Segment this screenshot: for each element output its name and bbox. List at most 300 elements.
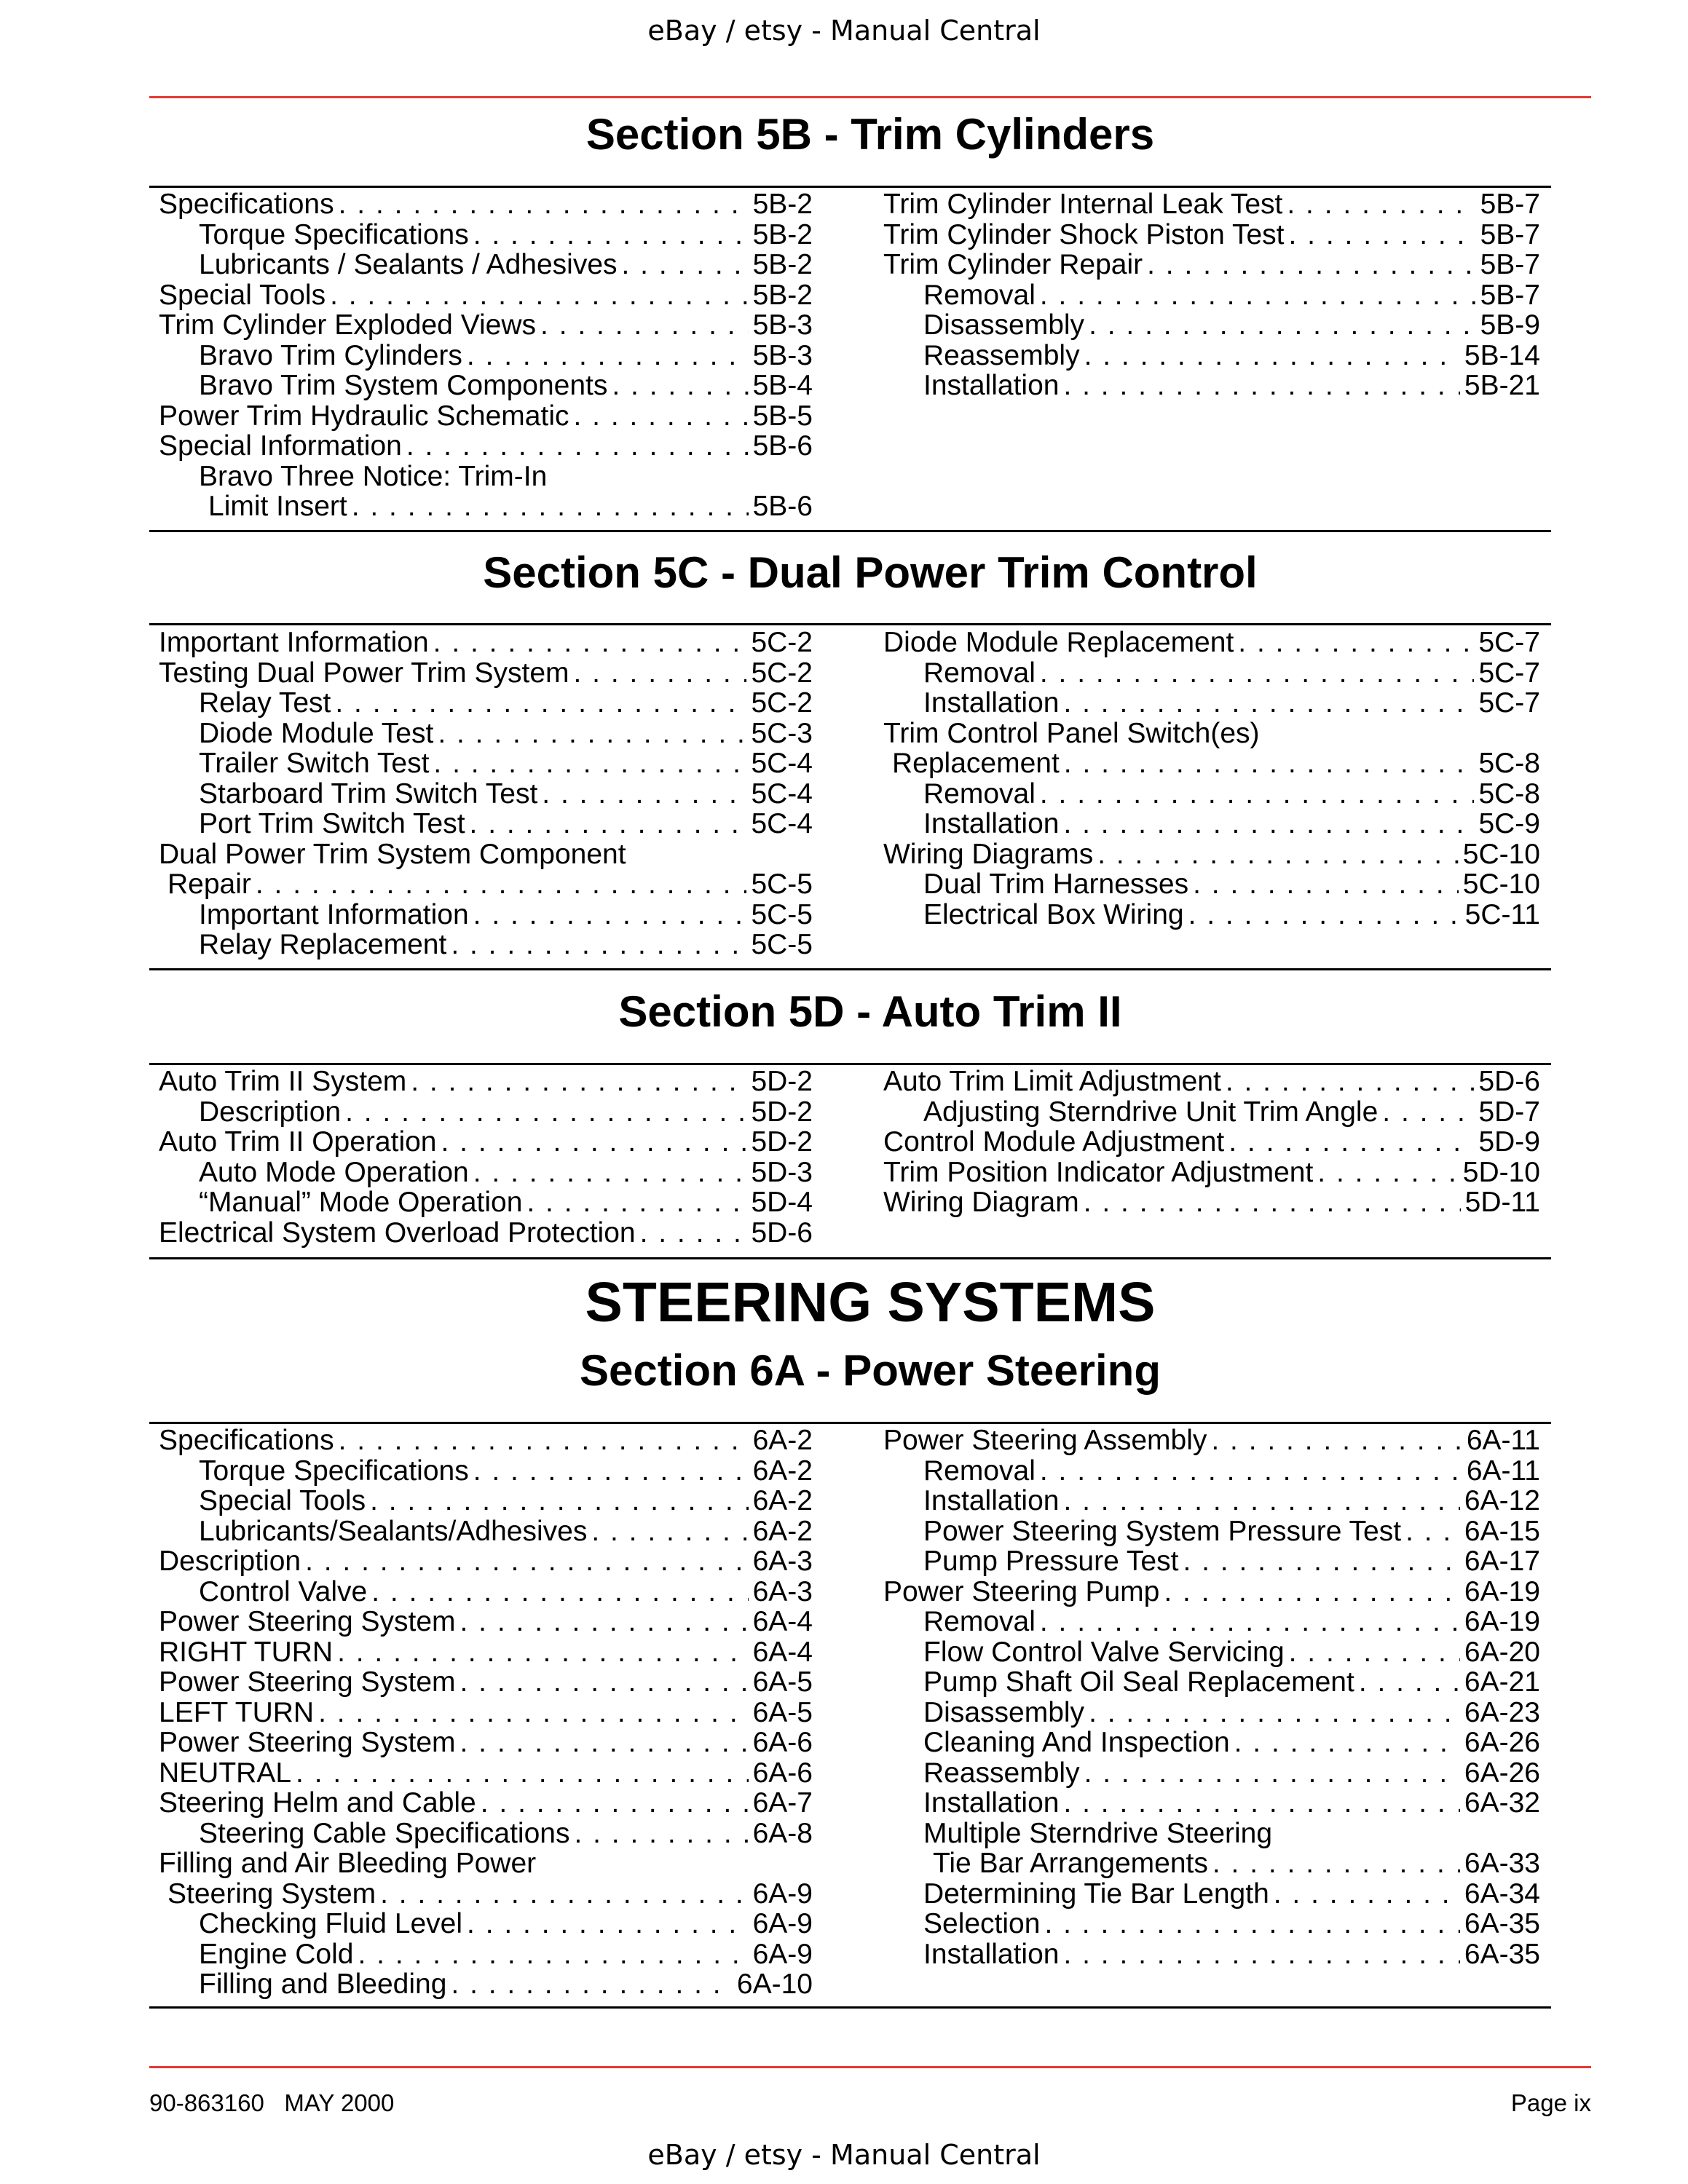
toc-entry-label: Installation	[923, 808, 1060, 839]
toc-entry	[159, 1788, 813, 1819]
section-5b-top-rule	[149, 186, 1551, 188]
toc-entry-label: Lubricants / Sealants / Adhesives	[199, 249, 618, 280]
dot-leader	[1063, 1939, 1459, 1970]
dot-leader	[370, 1486, 749, 1516]
toc-entry-label: Important Information	[159, 627, 429, 658]
toc-entry	[159, 250, 813, 280]
toc-entry	[159, 1127, 813, 1158]
dot-leader	[640, 1218, 747, 1249]
toc-entry-label: Multiple Sterndrive Steering	[923, 1817, 1273, 1849]
toc-entry-label: Special Tools	[199, 1485, 366, 1516]
dot-leader	[330, 280, 749, 311]
dot-leader	[1164, 1577, 1460, 1607]
toc-entry	[883, 779, 1540, 810]
toc-entry	[883, 1516, 1540, 1547]
dot-leader	[573, 401, 748, 432]
toc-entry	[883, 900, 1540, 930]
dot-leader	[1063, 809, 1474, 839]
toc-entry-label: Removal	[923, 279, 1036, 311]
dot-leader	[1089, 310, 1476, 341]
toc-entry-page: 5B-21	[1464, 370, 1540, 401]
dot-leader	[1193, 869, 1459, 900]
section-5d-right-column	[883, 1067, 1540, 1218]
toc-entry-label: Specifications	[159, 1425, 334, 1456]
toc-entry-label: Pump Shaft Oil Seal Replacement	[923, 1666, 1354, 1698]
dot-leader	[433, 628, 747, 658]
dot-leader	[1044, 1909, 1459, 1939]
toc-entry-label: Bravo Trim System Components	[199, 370, 608, 401]
toc-entry	[159, 839, 813, 870]
toc-entry-label: Wiring Diagram	[883, 1187, 1079, 1218]
toc-entry	[883, 310, 1540, 341]
dot-leader	[1183, 1546, 1459, 1577]
dot-leader	[256, 869, 747, 900]
toc-entry	[159, 748, 813, 779]
dot-leader	[473, 220, 749, 250]
toc-entry	[883, 1607, 1540, 1637]
toc-entry	[883, 1879, 1540, 1910]
dot-leader	[1188, 900, 1461, 930]
dot-leader	[441, 1127, 747, 1158]
toc-entry	[159, 1067, 813, 1097]
toc-entry-page: 6A-35	[1464, 1938, 1540, 1970]
toc-entry-label: Special Tools	[159, 279, 326, 311]
footer-page-label: Page ix	[1510, 2089, 1591, 2116]
toc-entry	[159, 189, 813, 220]
toc-entry	[883, 1187, 1540, 1218]
dot-leader	[1084, 1187, 1461, 1218]
toc-entry-page: 6A-17	[1464, 1546, 1540, 1577]
toc-entry-label: Installation	[923, 1787, 1060, 1819]
toc-entry-page: 6A-26	[1464, 1757, 1540, 1789]
toc-entry-page: 6A-9	[752, 1878, 813, 1910]
toc-entry-label: NEUTRAL	[159, 1757, 292, 1789]
dot-leader	[542, 779, 746, 810]
toc-entry	[159, 1187, 813, 1218]
toc-entry-label: Checking Fluid Level	[199, 1908, 463, 1939]
dot-leader	[1289, 220, 1476, 250]
toc-entry	[159, 869, 813, 900]
section-6a-title: Section 6A - Power Steering	[580, 1346, 1161, 1395]
toc-entry	[159, 1848, 813, 1879]
toc-entry-label: Steering Helm and Cable	[159, 1787, 476, 1819]
toc-entry	[159, 1728, 813, 1758]
toc-entry	[159, 1879, 813, 1910]
toc-entry-label: Adjusting Sterndrive Unit Trim Angle	[923, 1096, 1379, 1128]
toc-entry	[883, 1758, 1540, 1789]
section-5b-left-column	[159, 189, 813, 522]
dot-leader	[1382, 1097, 1474, 1128]
toc-entry-label: Power Steering System	[159, 1606, 456, 1637]
toc-entry	[883, 748, 1540, 779]
toc-entry-label: Trim Cylinder Internal Leak Test	[883, 189, 1283, 220]
dot-leader	[1287, 189, 1475, 220]
dot-leader	[574, 1819, 748, 1849]
dot-leader	[591, 1516, 748, 1547]
steering-systems-heading: STEERING SYSTEMS	[585, 1271, 1156, 1334]
toc-entry-label: Description	[199, 1096, 342, 1128]
dot-leader	[622, 250, 749, 280]
toc-entry-label: Cleaning And Inspection	[923, 1727, 1230, 1758]
toc-entry-label: Auto Mode Operation	[199, 1156, 469, 1188]
toc-entry	[159, 1425, 813, 1456]
toc-entry-label: Special Information	[159, 430, 402, 462]
toc-entry-label: Tie Bar Arrangements	[933, 1848, 1208, 1879]
toc-entry-page: 6A-12	[1464, 1485, 1540, 1516]
toc-entry-page: 5D-11	[1464, 1187, 1540, 1218]
watermark-banner-bottom: eBay / etsy - Manual Central	[647, 2139, 1041, 2171]
toc-entry	[883, 1909, 1540, 1939]
dot-leader	[470, 809, 747, 839]
toc-entry-page: 5C-5	[751, 869, 813, 900]
toc-entry-label: Dual Trim Harnesses	[923, 869, 1189, 900]
toc-entry	[159, 1158, 813, 1188]
toc-entry-page: 5C-2	[751, 627, 813, 658]
dot-leader	[540, 310, 749, 341]
watermark-banner-top: eBay / etsy - Manual Central	[647, 15, 1041, 47]
dot-leader	[438, 719, 746, 749]
toc-entry	[883, 1728, 1540, 1758]
toc-entry-page: 5C-2	[751, 687, 813, 719]
toc-entry-label: Trim Control Panel Switch(es)	[883, 717, 1260, 749]
dot-leader	[460, 1607, 749, 1637]
toc-entry-page: 5C-2	[751, 657, 813, 689]
toc-entry-page: 5B-3	[752, 339, 813, 371]
toc-entry	[159, 809, 813, 839]
dot-leader	[1226, 1067, 1475, 1097]
toc-entry-label: Reassembly	[923, 339, 1080, 371]
toc-entry-label: Description	[159, 1546, 301, 1577]
toc-entry-label: Power Steering System	[159, 1727, 456, 1758]
toc-entry-page: 6A-8	[752, 1817, 813, 1849]
toc-entry-label: Removal	[923, 778, 1036, 810]
toc-entry-label: Torque Specifications	[199, 1455, 469, 1487]
toc-entry	[159, 1218, 813, 1249]
toc-entry	[159, 658, 813, 689]
toc-entry-label: Auto Trim II System	[159, 1066, 407, 1097]
toc-entry-page: 5D-7	[1478, 1096, 1540, 1128]
toc-entry	[159, 779, 813, 810]
toc-entry	[159, 341, 813, 371]
toc-entry-page: 5C-7	[1478, 627, 1540, 658]
toc-entry-page: 5C-9	[1478, 808, 1540, 839]
toc-entry	[883, 628, 1540, 658]
toc-entry	[159, 1456, 813, 1487]
toc-entry-page: 6A-11	[1466, 1455, 1540, 1487]
toc-entry-label: Installation	[923, 1485, 1060, 1516]
dot-leader	[1405, 1516, 1460, 1547]
toc-entry-label: RIGHT TURN	[159, 1636, 334, 1668]
dot-leader	[1040, 1456, 1462, 1487]
dot-leader	[1289, 1637, 1460, 1668]
section-5c-top-rule	[149, 623, 1551, 625]
toc-entry-page: 5B-9	[1480, 309, 1540, 341]
dot-leader	[473, 1456, 749, 1487]
toc-entry-page: 6A-9	[752, 1938, 813, 1970]
toc-entry-page: 5C-8	[1478, 748, 1540, 779]
toc-entry-label: Removal	[923, 1606, 1036, 1637]
dot-leader	[1063, 1788, 1459, 1819]
section-6a-bottom-rule	[149, 2006, 1551, 2009]
toc-entry	[883, 280, 1540, 311]
toc-entry	[883, 1456, 1540, 1487]
toc-entry	[883, 1788, 1540, 1819]
toc-entry-label: Determining Tie Bar Length	[923, 1878, 1269, 1910]
dot-leader	[1063, 1486, 1459, 1516]
dot-leader	[1212, 1848, 1460, 1879]
section-5d-bottom-rule	[149, 1257, 1551, 1259]
section-5b-title: Section 5B - Trim Cylinders	[585, 110, 1155, 159]
toc-entry-label: Replacement	[892, 748, 1060, 779]
toc-entry-label: Removal	[923, 657, 1036, 689]
toc-entry-page: 5B-6	[752, 430, 813, 462]
dot-leader	[526, 1187, 746, 1218]
toc-entry-label: Disassembly	[923, 309, 1085, 341]
dot-leader	[335, 688, 746, 719]
toc-entry-page: 5C-8	[1478, 778, 1540, 810]
toc-entry-page: 6A-20	[1464, 1636, 1540, 1668]
toc-entry-label: Flow Control Valve Servicing	[923, 1636, 1285, 1668]
toc-entry-label: Bravo Trim Cylinders	[199, 339, 462, 371]
toc-entry-page: 5B-3	[752, 309, 813, 341]
toc-entry-label: Bravo Three Notice: Trim-In	[199, 460, 548, 492]
toc-entry-label: Trim Cylinder Exploded Views	[159, 309, 537, 341]
toc-entry-page: 6A-21	[1464, 1666, 1540, 1698]
toc-entry-page: 5D-4	[751, 1187, 813, 1218]
dot-leader	[1084, 341, 1460, 371]
toc-entry-label: Testing Dual Power Trim System	[159, 657, 569, 689]
dot-leader	[467, 341, 749, 371]
section-5b-right-column	[883, 189, 1540, 401]
toc-entry	[159, 719, 813, 749]
toc-entry	[883, 1698, 1540, 1728]
toc-entry	[159, 1637, 813, 1668]
toc-entry-page: 6A-2	[752, 1425, 813, 1456]
toc-entry	[883, 839, 1540, 870]
dot-leader	[1238, 628, 1474, 658]
toc-entry-label: Specifications	[159, 189, 334, 220]
toc-entry	[883, 1667, 1540, 1698]
dot-leader	[406, 431, 749, 462]
toc-entry	[159, 491, 813, 522]
section-5c-left-column	[159, 628, 813, 960]
toc-entry	[159, 930, 813, 960]
toc-entry-label: Diode Module Replacement	[883, 627, 1234, 658]
toc-entry	[883, 1158, 1540, 1188]
toc-entry-label: Trim Cylinder Repair	[883, 249, 1143, 280]
toc-entry-label: Removal	[923, 1455, 1036, 1487]
toc-entry-page: 5D-9	[1478, 1126, 1540, 1158]
dot-leader	[1274, 1879, 1460, 1910]
toc-entry	[159, 1486, 813, 1516]
dot-leader	[473, 1158, 747, 1188]
toc-entry-page: 6A-5	[752, 1696, 813, 1728]
dot-leader	[1147, 250, 1475, 280]
section-5d-top-rule	[149, 1063, 1551, 1065]
toc-entry	[883, 1127, 1540, 1158]
toc-entry-page: 6A-10	[736, 1969, 813, 2000]
dot-leader	[1228, 1127, 1474, 1158]
toc-entry-page: 5C-4	[751, 748, 813, 779]
toc-entry-label: Installation	[923, 687, 1060, 719]
section-5c-right-column	[883, 628, 1540, 930]
toc-entry-label: Engine Cold	[199, 1938, 354, 1970]
toc-entry-label: Trim Position Indicator Adjustment	[883, 1156, 1314, 1188]
toc-entry-page: 5C-10	[1462, 869, 1540, 900]
toc-entry	[883, 1819, 1540, 1849]
toc-entry-label: Dual Power Trim System Component	[159, 838, 626, 870]
dot-leader	[339, 1425, 749, 1456]
toc-entry-page: 5B-7	[1480, 189, 1540, 220]
toc-entry-page: 5D-3	[751, 1156, 813, 1188]
toc-entry-page: 5B-2	[752, 249, 813, 280]
toc-entry-label: Lubricants/Sealants/Adhesives	[199, 1515, 588, 1547]
dot-leader	[451, 930, 746, 960]
toc-entry	[883, 1425, 1540, 1456]
toc-entry-label: LEFT TURN	[159, 1696, 315, 1728]
toc-entry	[883, 1637, 1540, 1668]
toc-entry	[883, 1546, 1540, 1577]
toc-entry	[159, 220, 813, 250]
dot-leader	[574, 658, 747, 689]
dot-leader	[305, 1546, 749, 1577]
toc-entry	[883, 1577, 1540, 1607]
dot-leader	[352, 491, 749, 522]
toc-entry-page: 6A-7	[752, 1787, 813, 1819]
toc-entry-page: 6A-19	[1464, 1606, 1540, 1637]
toc-entry-page: 5D-2	[751, 1066, 813, 1097]
dot-leader	[339, 189, 749, 220]
toc-entry-page: 5B-7	[1480, 279, 1540, 311]
dot-leader	[318, 1698, 749, 1728]
toc-entry-label: Electrical System Overload Protection	[159, 1216, 636, 1249]
dot-leader	[345, 1097, 746, 1128]
toc-entry-page: 6A-35	[1464, 1908, 1540, 1939]
toc-entry	[159, 1819, 813, 1849]
toc-entry-page: 5B-5	[752, 400, 813, 432]
dot-leader	[1211, 1425, 1462, 1456]
toc-entry	[883, 1848, 1540, 1879]
dot-leader	[1064, 748, 1475, 779]
toc-entry	[159, 401, 813, 432]
toc-entry-label: Control Module Adjustment	[883, 1126, 1225, 1158]
toc-entry-page: 6A-4	[752, 1606, 813, 1637]
toc-entry-page: 5C-4	[751, 808, 813, 839]
toc-entry-page: 6A-4	[752, 1636, 813, 1668]
toc-entry	[159, 1969, 813, 2000]
toc-entry	[883, 250, 1540, 280]
toc-entry-label: Relay Test	[199, 687, 331, 719]
toc-entry	[159, 1667, 813, 1698]
dot-leader	[1097, 839, 1459, 870]
section-6a-right-column	[883, 1425, 1540, 1969]
toc-entry	[883, 869, 1540, 900]
section-6a-top-rule	[149, 1422, 1551, 1424]
toc-entry	[883, 809, 1540, 839]
dot-leader	[467, 1909, 749, 1939]
dot-leader	[337, 1637, 749, 1668]
toc-entry-page: 6A-9	[752, 1908, 813, 1939]
toc-entry-page: 5D-2	[751, 1126, 813, 1158]
toc-entry-page: 5B-2	[752, 279, 813, 311]
toc-entry	[159, 1516, 813, 1547]
toc-entry-page: 6A-26	[1464, 1727, 1540, 1758]
toc-entry-page: 6A-2	[752, 1455, 813, 1487]
toc-entry-label: Filling and Air Bleeding Power	[159, 1848, 537, 1879]
toc-entry-page: 6A-11	[1466, 1425, 1540, 1456]
toc-entry-label: Trim Cylinder Shock Piston Test	[883, 218, 1285, 250]
toc-entry-page: 6A-2	[752, 1515, 813, 1547]
toc-entry-page: 5B-7	[1480, 218, 1540, 250]
dot-leader	[612, 371, 748, 401]
toc-entry-label: Port Trim Switch Test	[199, 808, 465, 839]
dot-leader	[481, 1788, 749, 1819]
toc-entry	[159, 628, 813, 658]
toc-entry	[883, 341, 1540, 371]
dot-leader	[1084, 1758, 1460, 1789]
dot-leader	[1040, 779, 1475, 810]
toc-entry-label: Auto Trim II Operation	[159, 1126, 437, 1158]
toc-entry-page: 5C-11	[1464, 898, 1540, 930]
toc-entry-label: Relay Replacement	[199, 929, 447, 960]
toc-entry-label: Repair	[167, 869, 251, 900]
toc-entry	[159, 431, 813, 462]
toc-entry	[883, 1067, 1540, 1097]
toc-entry-page: 5C-7	[1478, 657, 1540, 689]
toc-entry-label: Filling and Bleeding	[199, 1969, 447, 2000]
toc-entry-label: Pump Pressure Test	[923, 1546, 1179, 1577]
toc-entry-page: 5D-6	[1478, 1066, 1540, 1097]
toc-entry-page: 5B-7	[1480, 249, 1540, 280]
dot-leader	[460, 1728, 749, 1758]
section-5b-bottom-rule	[149, 530, 1551, 532]
dot-leader	[380, 1879, 748, 1910]
toc-entry-label: Diode Module Test	[199, 717, 434, 749]
toc-entry-page: 6A-5	[752, 1666, 813, 1698]
toc-entry	[159, 280, 813, 311]
dot-leader	[1359, 1667, 1460, 1698]
toc-entry	[883, 371, 1540, 401]
toc-entry	[883, 688, 1540, 719]
toc-entry-label: “Manual” Mode Operation	[199, 1187, 523, 1218]
dot-leader	[358, 1939, 748, 1970]
section-5c-title: Section 5C - Dual Power Trim Control	[483, 548, 1258, 597]
toc-entry	[159, 310, 813, 341]
toc-entry-label: Power Trim Hydraulic Schematic	[159, 400, 569, 432]
toc-entry-label: Installation	[923, 1938, 1060, 1970]
toc-entry-label: Limit Insert	[208, 491, 347, 522]
toc-entry-page: 6A-6	[752, 1757, 813, 1789]
toc-entry-page: 5C-5	[751, 898, 813, 930]
toc-entry-page: 6A-3	[752, 1546, 813, 1577]
dot-leader	[1040, 658, 1475, 689]
dot-leader	[296, 1758, 749, 1789]
toc-entry-page: 5C-10	[1462, 838, 1540, 870]
toc-entry-page: 5D-6	[751, 1216, 813, 1249]
toc-entry-label: Installation	[923, 370, 1060, 401]
toc-entry-label: Steering System	[167, 1878, 376, 1910]
dot-leader	[1089, 1698, 1460, 1728]
dot-leader	[1063, 688, 1474, 719]
toc-entry-page: 6A-15	[1464, 1515, 1540, 1547]
toc-entry	[159, 462, 813, 492]
dot-leader	[1317, 1158, 1458, 1188]
toc-entry-page: 5B-14	[1464, 339, 1540, 371]
dot-leader	[371, 1577, 748, 1607]
dot-leader	[1040, 280, 1476, 311]
toc-entry-label: Disassembly	[923, 1696, 1085, 1728]
toc-entry	[883, 220, 1540, 250]
